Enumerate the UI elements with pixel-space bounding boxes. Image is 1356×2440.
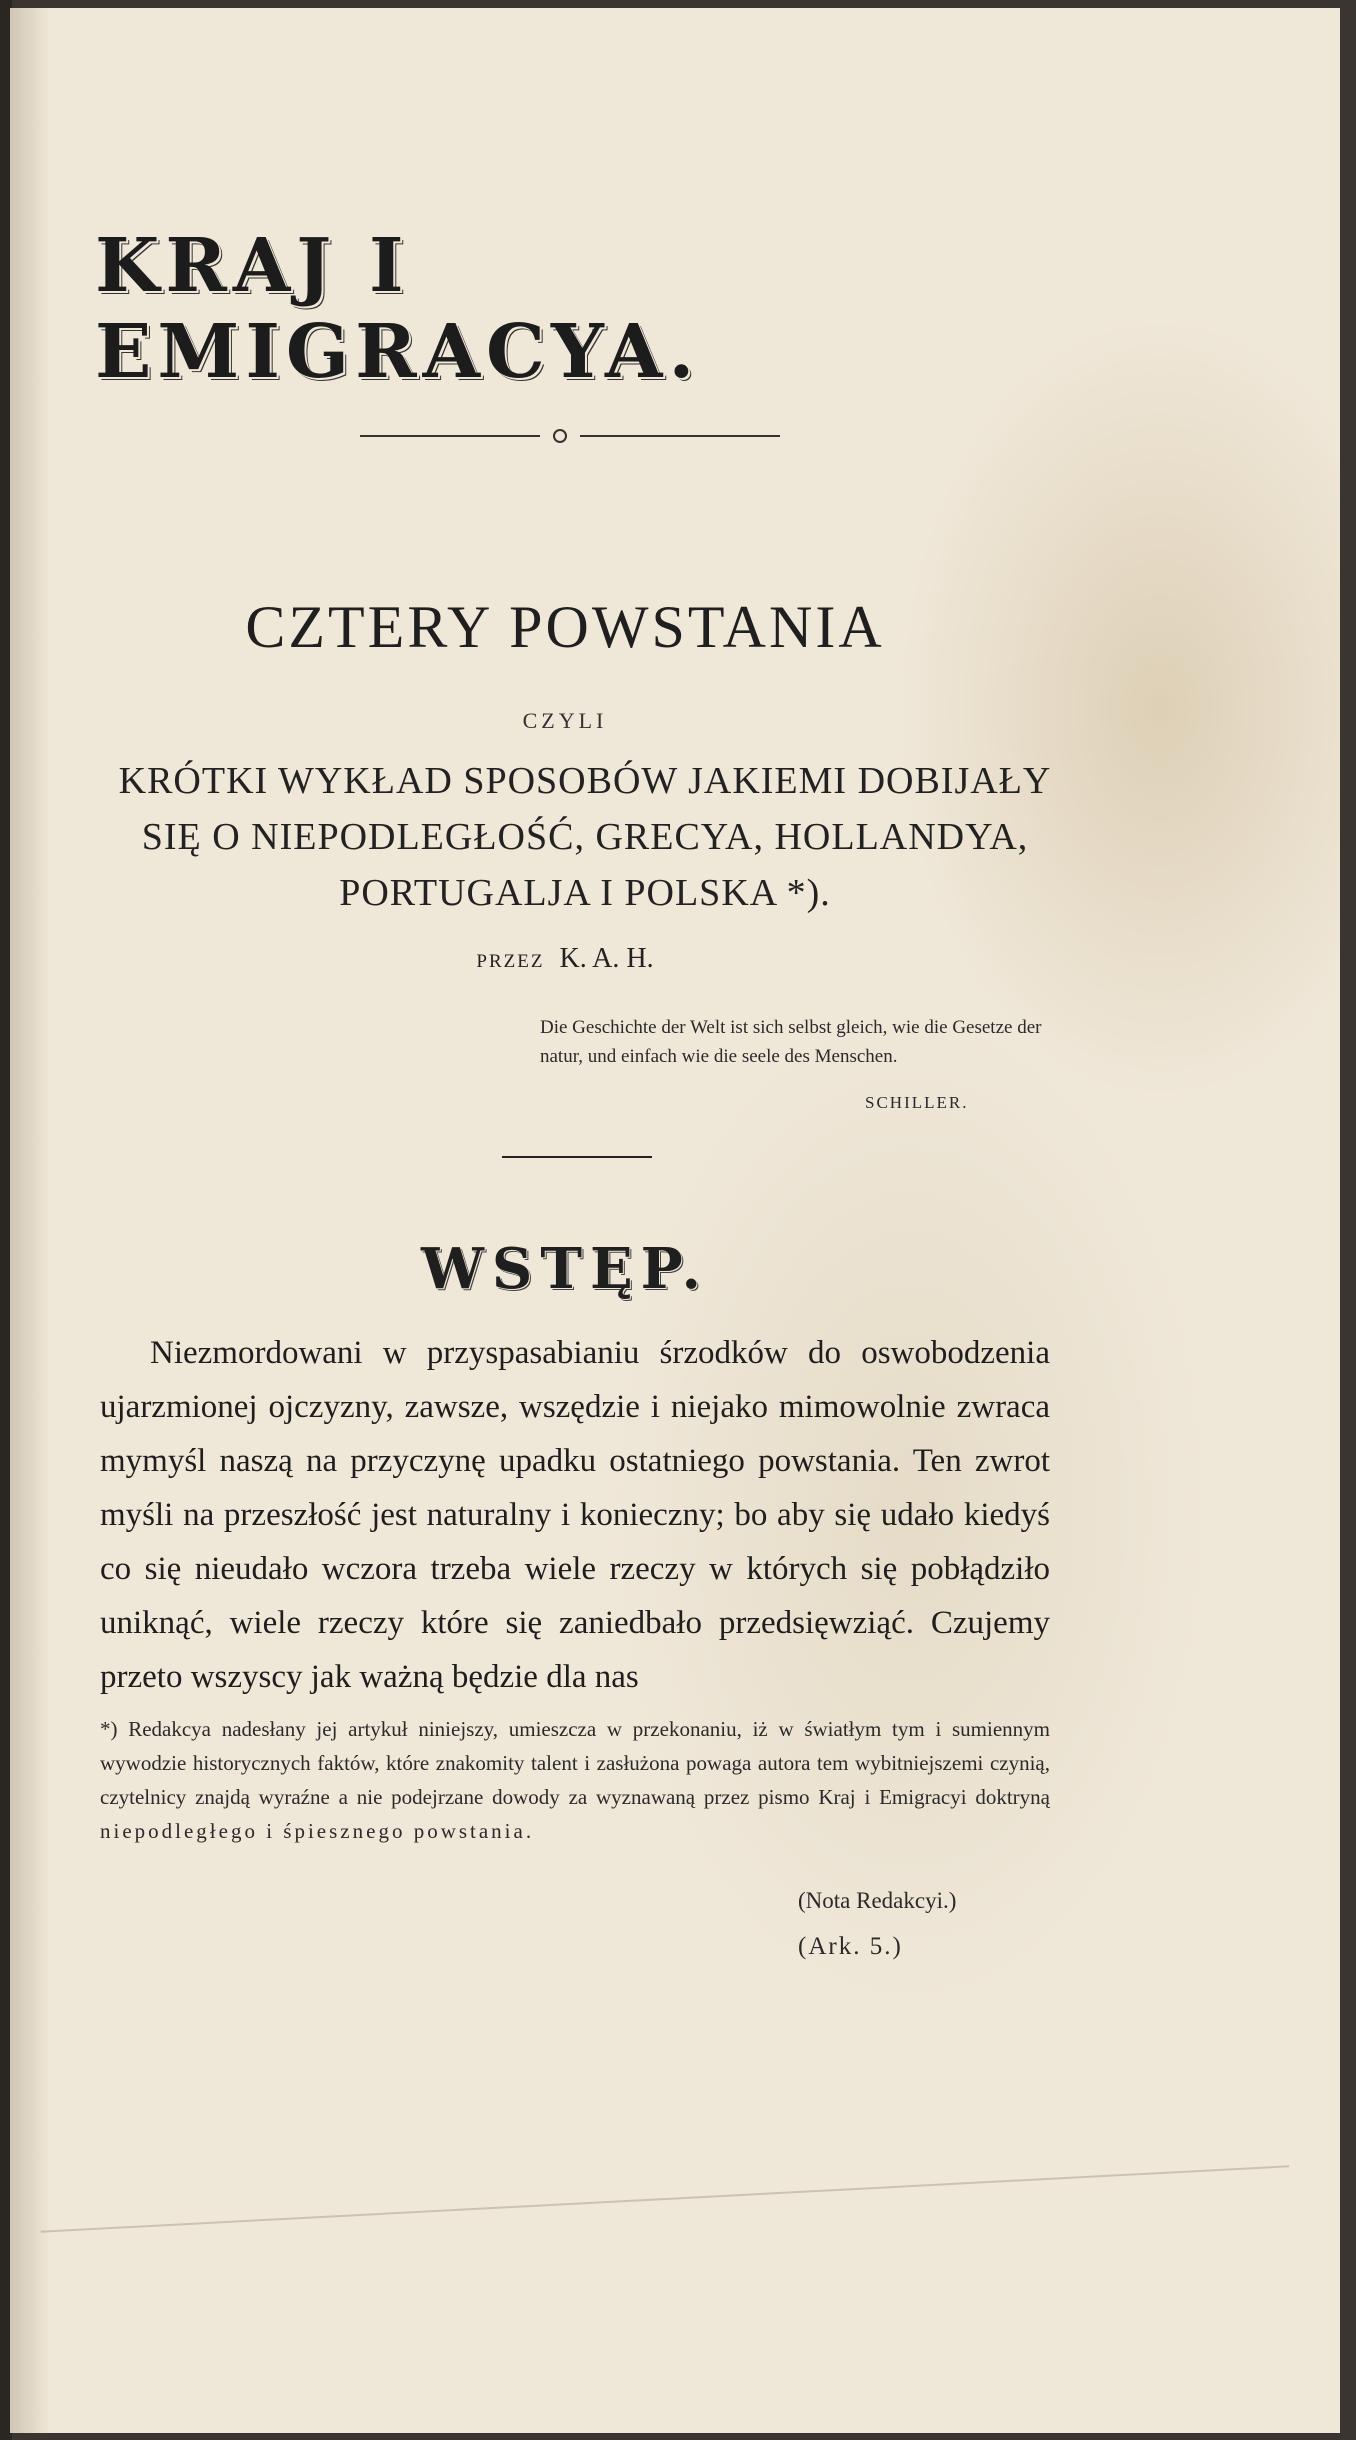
byline	[10, 943, 1120, 975]
paper-crease	[41, 2165, 1289, 2232]
motto-quote: Die Geschichte der Welt ist sich selbst gleich, wie die Gesetze der natur, und einfach wie die seele des Menschen.	[540, 1017, 1042, 1067]
footnote-text: *) Redakcya nadesłany jej artykuł niniejszy, umieszcza w przekonaniu, iż w światłym tym i sumiennym wywodzie historycznych faktów, które znakomity talent i zasłużona powaga autora tem wybitniejszemi czynią, czytelnicy znajdą wyraźne a nie podejrzane dowody za wyznawaną przez pismo Kraj i Emigracyi doktryną	[100, 1717, 1050, 1809]
section-divider	[502, 1156, 652, 1158]
article-czyli: CZYLI	[522, 708, 608, 733]
scanned-page	[10, 8, 1340, 2433]
footnote	[100, 1712, 1050, 1848]
body-paragraph	[100, 1326, 1050, 1704]
footnote-emphasis: niepodległego i śpiesznego powstania.	[100, 1819, 535, 1843]
article-subtitle: KRÓTKI WYKŁAD SPOSOBÓW JAKIEMI DOBIJAŁY SIĘ O NIEPODLEGŁOŚĆ, GRECYA, HOLLANDYA, PORTUGALJA I POLSKA *).	[118, 760, 1052, 914]
byline-author: K. A. H.	[559, 943, 654, 974]
motto-author: SCHILLER.	[865, 1093, 969, 1112]
signature-mark: (Ark. 5.)	[798, 1933, 903, 1960]
ornamental-rule	[360, 426, 780, 446]
footnote-nota: (Nota Redakcyi.)	[798, 1888, 957, 1913]
article-title: CZTERY POWSTANIA	[245, 594, 885, 660]
body-text: Niezmordowani w przyspasabianiu śrzodków do oswobodzenia ujarzmionej ojczyzny, zawsze, wszędzie i niejako mimowolnie zwraca mymyśl naszą na przyczynę upadku ostatniego powstania. Ten zwrot myśli na przeszłość jest naturalny i konieczny; bo aby się udało kiedyś co się nieudało wczora trzeba wiele rzeczy w których się pobłądziło uniknąć, wiele rzeczy które się zaniedbało przedsięwziąć. Czujemy przeto wszyscy jak ważną będzie dla nas	[100, 1335, 1050, 1695]
section-heading: WSTĘP.	[420, 1236, 710, 1302]
journal-masthead: KRAJ I EMIGRACYA.	[95, 223, 701, 395]
byline-prefix: PRZEZ	[476, 951, 545, 972]
